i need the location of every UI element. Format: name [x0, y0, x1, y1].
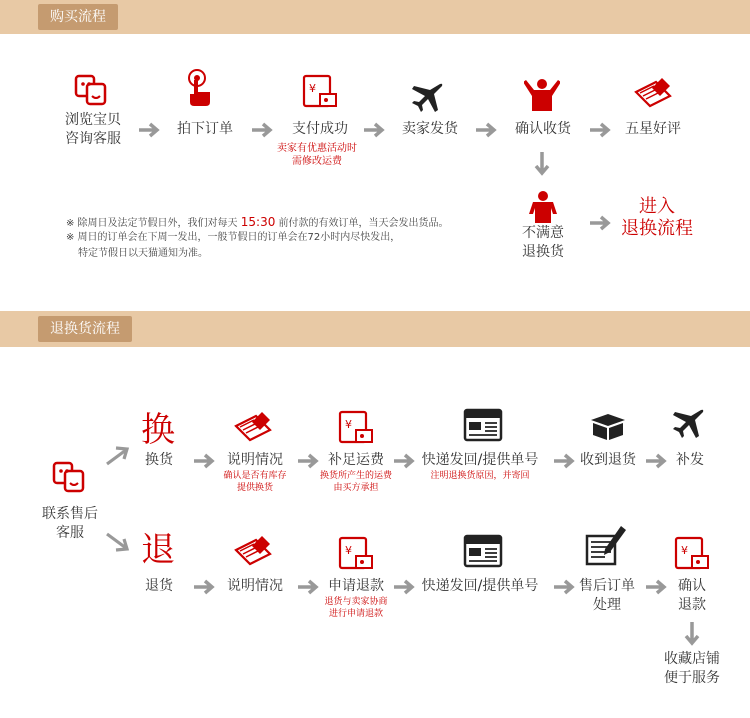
arrow-right-icon: [296, 578, 320, 596]
exchange-explain-note-line1: 确认是否有库存: [223, 471, 287, 481]
step-exchange-fee-note: [306, 470, 406, 494]
step-exchange: 换货: [145, 452, 173, 468]
refund-process-line1: 售后订单: [579, 578, 635, 594]
enter-line2: 退换流程: [621, 218, 693, 239]
arrow-down-icon: [533, 150, 551, 178]
arrow-right-icon: [644, 578, 668, 596]
step-pay: 支付成功: [292, 121, 348, 137]
step-exchange-express-note: 注明退换货原因，并寄回: [430, 471, 530, 481]
airplane-icon: [412, 80, 446, 114]
step-unhappy: [510, 224, 576, 262]
step-refund-apply-note: [306, 596, 406, 620]
note1-time: 15:30: [240, 215, 276, 229]
section-title-return: 退换货流程: [38, 316, 132, 342]
payment-icon: [672, 536, 712, 572]
payment-icon: [336, 410, 376, 446]
step-order: 拍下订单: [177, 121, 233, 137]
shipping-note-3: 特定节假日以天猫通知为准。: [78, 248, 208, 259]
enter-return-flow[interactable]: [614, 196, 700, 240]
step-pay-note-line1: 卖家有优惠活动时: [277, 143, 357, 154]
airplane-icon: [673, 406, 707, 440]
arrow-right-icon: [362, 121, 386, 139]
customer-service-icon: [74, 72, 108, 108]
arrow-right-icon: [250, 121, 274, 139]
step-refund-express: 快递发回/提供单号: [421, 578, 539, 594]
enter-line1: 进入: [639, 196, 675, 217]
step-exchange-explain: 说明情况: [227, 452, 283, 468]
exchange-big-char: 换: [141, 410, 175, 450]
step-refund-process: [568, 577, 646, 615]
arrow-right-icon: [588, 121, 612, 139]
step-exchange-fee: 补足运费: [328, 452, 384, 468]
step-exchange-resend: 补发: [676, 452, 704, 468]
step-refund-confirm: [666, 577, 718, 615]
step-favorite-store[interactable]: [656, 650, 728, 688]
note1-suffix: 前付款的有效订单，当天会发出货品。: [275, 218, 449, 229]
arrow-right-icon: [474, 121, 498, 139]
refund-confirm-line2: 退款: [678, 597, 706, 613]
step-pay-note: [262, 142, 372, 168]
step-ship: 卖家发货: [402, 121, 458, 137]
svg-text:¥: ¥: [309, 82, 316, 95]
arrow-right-icon: [644, 452, 668, 470]
arrow-up-right-icon: [104, 444, 132, 468]
person-cheer-icon: [524, 78, 560, 112]
step-exchange-express: 快递发回/提供单号: [421, 452, 539, 468]
arrow-right-icon: [392, 578, 416, 596]
waybill-icon: [463, 408, 503, 442]
refund-big-char: 退: [141, 530, 175, 570]
arrow-right-icon: [137, 121, 161, 139]
review-pen-icon: [634, 76, 674, 112]
notebook-pen-icon: [585, 524, 629, 568]
step-unhappy-line2: 退换货: [522, 244, 564, 260]
step-refund-apply: 申请退款: [328, 578, 384, 594]
customer-service-icon: [52, 459, 86, 495]
favorite-line1: 收藏店铺: [664, 651, 720, 667]
refund-apply-note-line1: 退货与卖家协商: [324, 597, 388, 607]
person-unhappy-icon: [526, 190, 560, 224]
arrow-right-icon: [192, 578, 216, 596]
step-exchange-receive: 收到退货: [580, 452, 636, 468]
favorite-line2: 便于服务: [664, 670, 720, 686]
section-title-purchase: 购买流程: [38, 4, 118, 30]
exchange-fee-note-line1: 换货所产生的运费: [319, 471, 392, 481]
arrow-down-icon: [683, 620, 701, 648]
arrow-right-icon: [192, 452, 216, 470]
step-review: 五星好评: [625, 121, 681, 137]
arrow-right-icon: [588, 214, 612, 232]
step-pay-note-line2: 需修改运费: [292, 156, 342, 167]
waybill-icon: [463, 534, 503, 568]
payment-icon: [300, 74, 340, 110]
svg-text:¥: ¥: [345, 418, 352, 431]
step-refund-explain: 说明情况: [227, 578, 283, 594]
step-exchange-explain-note: [210, 470, 300, 494]
arrow-down-right-icon: [104, 530, 132, 554]
exchange-fee-note-line2: 由买方承担: [333, 483, 379, 493]
step-contact-aftersales: [34, 505, 106, 543]
refund-apply-note-line2: 进行申请退款: [328, 609, 383, 619]
step-unhappy-line1: 不满意: [522, 225, 564, 241]
exchange-explain-note-line2: 提供换货: [236, 483, 273, 493]
refund-confirm-line1: 确认: [678, 578, 706, 594]
section-bar-return: [0, 311, 750, 347]
section-bar-purchase: [0, 0, 750, 34]
step-confirm: 确认收货: [515, 121, 571, 137]
package-box-icon: [589, 412, 627, 442]
svg-text:¥: ¥: [681, 544, 688, 557]
contact-line1: 联系售后: [42, 506, 98, 522]
step-consult: [60, 111, 126, 149]
arrow-right-icon: [392, 452, 416, 470]
arrow-right-icon: [296, 452, 320, 470]
refund-process-line2: 处理: [593, 597, 621, 613]
note1-prefix: ※ 除周日及法定节假日外，我们对每天: [66, 218, 241, 229]
shipping-note-2: ※ 周日的订单会在下周一发出，一般节假日的订单会在72小时内尽快发出，: [66, 232, 401, 243]
step-refund: 退货: [145, 578, 173, 594]
step-consult-line2: 咨询客服: [65, 131, 121, 147]
payment-icon: [336, 536, 376, 572]
svg-text:¥: ¥: [345, 544, 352, 557]
step-consult-line1: 浏览宝贝: [65, 112, 121, 128]
contact-line2: 客服: [56, 525, 84, 541]
click-hand-icon: [183, 68, 215, 108]
review-pen-icon: [234, 410, 274, 446]
review-pen-icon: [234, 534, 274, 570]
